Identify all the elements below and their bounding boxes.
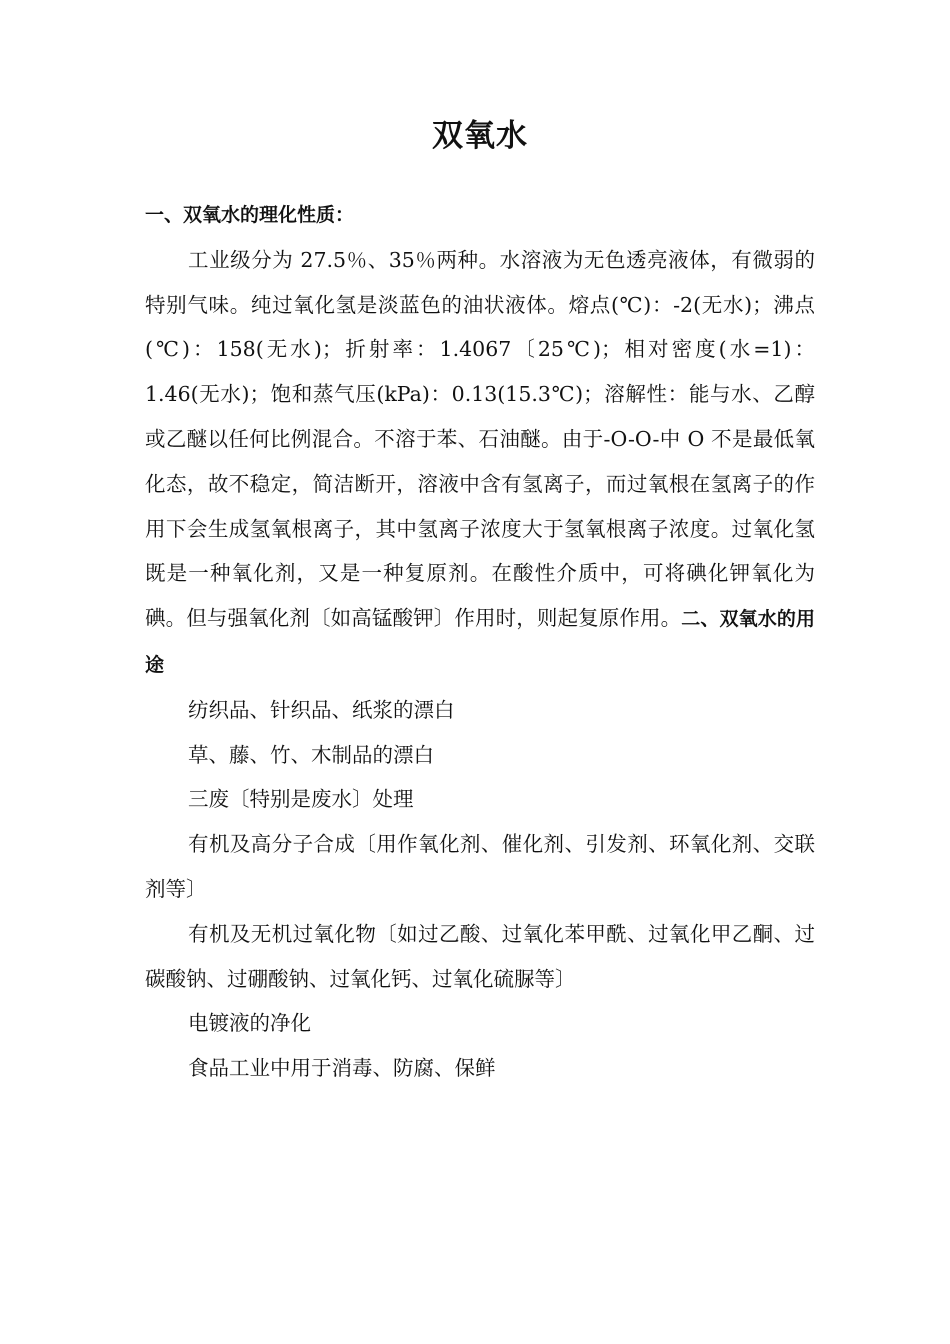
document-content (145, 193, 815, 1091)
document-title: 双氧水 (432, 118, 528, 154)
section-heading-uses: 二、双氧水的用途 (145, 608, 815, 676)
use-item: 草、藤、竹、木制品的漂白 (188, 742, 435, 767)
properties-paragraph (145, 238, 815, 688)
use-item: 三废〔特别是废水〕处理 (188, 787, 414, 812)
properties-text: 工业级分为 27.5％、35％两种。水溶液为无色透亮液体，有微弱的特别气味。纯过氧化氢是淡蓝色的油状液体。熔点(℃)：-2(无水)；沸点(℃)：158(无水)；折射率：1.4067〔25℃)；相对密度(水=1)：1.46(无水)；饱和蒸气压(kPa)：0.13(15.3℃)；溶解性：能与水、乙醇或乙醚以任何比例混合。不溶于苯、石油醚。由于-O-O-中 O 不是最低氧化态，故不稳定，简洁断开，溶液中含有氢离子，而过氧根在氢离子的作用下会生成氢氧根离子，其中氢离子浓度大于氢氧根离子浓度。过氧化氢既是一种氧化剂，又是一种复原剂。在酸性介质中，可将碘化钾氧化为碘。但与强氧化剂〔如高锰酸钾〕作用时，则起复原作用。 (145, 247, 815, 631)
use-item: 食品工业中用于消毒、防腐、保鲜 (188, 1056, 496, 1081)
use-item: 有机及无机过氧化物〔如过乙酸、过氧化苯甲酰、过氧化甲乙酮、过碳酸钠、过硼酸钠、过氧化钙、过氧化硫脲等〕 (145, 921, 815, 991)
section-heading-properties: 一、双氧水的理化性质： (145, 204, 355, 226)
use-item: 有机及高分子合成〔用作氧化剂、催化剂、引发剂、环氧化剂、交联剂等〕 (145, 832, 815, 901)
use-item: 纺织品、针织品、纸浆的漂白 (188, 697, 455, 722)
use-item: 电镀液的净化 (188, 1011, 312, 1036)
